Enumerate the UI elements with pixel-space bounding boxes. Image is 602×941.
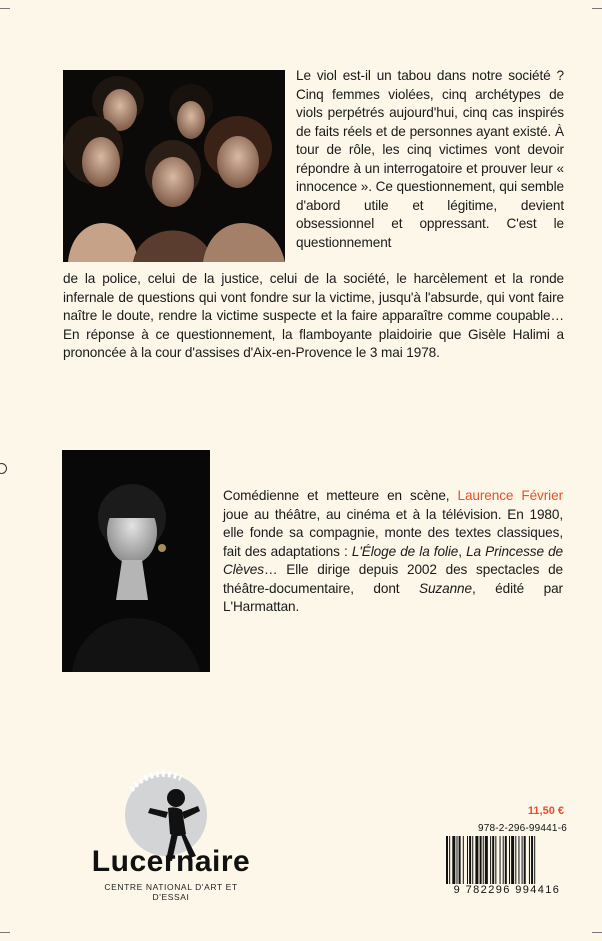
registration-mark [0, 463, 7, 474]
summary-paragraph-top: Le viol est-il un tabou dans notre société ? Cinq femmes violées, cinq archétypes de viols perpétrés aujourd'hui, cinq cas inspirés de faits réels et de personnes ayant existé. À tour de rôle, les cinq victimes vont devoir répondre à un interrogatoire et prouver leur « innocence ». Ce questionnement, qui semble d'abord utile et légitime, devient obsessionnel et oppressant. C'est le questionnement [296, 68, 564, 250]
bio-line-1: joue au théâtre, au cinéma et à la télévision. En 1980, elle fonde sa compagnie, monte des textes classiques, fait des adaptations : [223, 506, 563, 559]
barcode-bar [503, 836, 504, 884]
work-title-2: La Princesse de Clèves [223, 543, 564, 577]
barcode-bar [505, 836, 507, 884]
barcode-bar [522, 836, 523, 884]
author-bio [223, 487, 563, 617]
barcode-bar [515, 836, 516, 884]
summary-paragraph-bottom: de la police, celui de la justice, celui de la société, le harcèlement et la ronde infernale de questions qui vont fondre sur la victime, jusqu'à l'absurde, qui vont faire naître le doute, rendre la victime suspecte et la faire apparaître comme coupable… En réponse à ce questionnement, la flamboyante plaidoirie que Gisèle Halimi a prononcée à la cour d'assises d'Aix-en-Provence le 3 mai 1978. [63, 271, 564, 360]
publisher-name: Lucernaire [91, 845, 251, 878]
crop-mark [592, 8, 602, 9]
barcode-bar [452, 836, 455, 884]
work-title-3: Suzanne [418, 580, 472, 596]
barcode-bar [524, 836, 526, 884]
barcode-bar [449, 836, 450, 884]
barcode-bar [509, 836, 510, 884]
barcode-bar [475, 836, 478, 884]
barcode-bar [531, 836, 533, 884]
barcode-bar [529, 836, 530, 884]
barcode-bar [492, 836, 494, 884]
barcode-bar [467, 836, 468, 884]
crop-mark [592, 932, 602, 933]
barcode-bar [463, 836, 464, 884]
cast-photo [63, 70, 285, 262]
barcode-bar [485, 836, 488, 884]
bio-line-3: , édité par L'Harmattan. [223, 580, 563, 614]
barcode-bar [469, 836, 471, 884]
barcode-bar [472, 836, 473, 884]
barcode-number: 9 782296 994416 [453, 884, 561, 896]
publisher-subtitle: CENTRE NATIONAL D'ART ET D'ESSAI [104, 882, 238, 902]
crop-mark [0, 932, 10, 933]
barcode-bar [511, 836, 514, 884]
barcode-bar [490, 836, 491, 884]
barcode-bar [446, 836, 448, 884]
barcode-bar [534, 836, 535, 884]
bio-intro: Comédienne et metteure en scène, [223, 488, 458, 503]
author-name: Laurence Février [457, 488, 563, 503]
barcode-bar [495, 836, 496, 884]
barcode-icon [446, 836, 566, 884]
bio-separator: , [458, 543, 467, 559]
author-portrait [62, 450, 210, 672]
work-title-1: L'Éloge de la folie [351, 543, 459, 559]
barcode-bar [459, 836, 461, 884]
barcode-bar [500, 836, 501, 884]
bio-line-2: … Elle dirige depuis 2002 des spectacles de théâtre-documentaire, dont [223, 562, 563, 596]
barcode-bar [457, 836, 458, 884]
author-portrait-illustration [62, 450, 210, 672]
barcode-bar [518, 836, 519, 884]
price: 11,50 € [527, 805, 564, 817]
cast-photo-illustration [63, 70, 285, 262]
isbn: 978-2-296-99441-6 [477, 823, 567, 834]
barcode-bar [483, 836, 484, 884]
barcode-bar [480, 836, 482, 884]
crop-mark [0, 8, 10, 9]
